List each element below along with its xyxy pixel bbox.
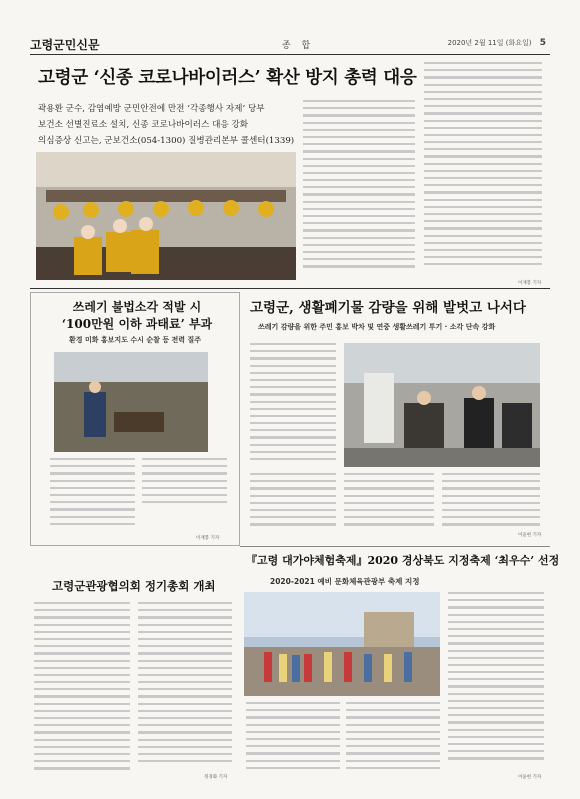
- dateline: [448, 38, 546, 48]
- masthead: 고령군민신문: [30, 38, 100, 52]
- article2-subhead: 환경 미화 홍보지도 수시 순찰 등 전력 질주: [68, 336, 201, 344]
- article3-body-col1: [250, 343, 336, 465]
- article3-subhead: 쓰레기 감량을 위한 주민 홍보 박차 및 연중 생활쓰레기 투기 · 소각 단속 강화: [258, 323, 496, 331]
- article3-body-col3: [344, 473, 434, 531]
- section-label: 종 합: [282, 41, 315, 51]
- article5-headline: 『고령 대가야체험축제』2020 경상북도 지정축제 ‘최우수’ 선정: [246, 554, 560, 567]
- article5-body-col3: [448, 592, 544, 765]
- article5-subhead: 2020-2021 예비 문화체육관광부 축제 지정: [270, 577, 420, 586]
- date: 2020년 2월 11일 (화요일): [447, 39, 532, 47]
- rule-article5: [240, 546, 550, 547]
- article1-body-col1: [303, 100, 415, 278]
- article1-credit: 이재봉 기자: [518, 281, 542, 286]
- article2-body-col1: [50, 458, 135, 530]
- article1-photo: [36, 152, 296, 280]
- article4-body-col1: [34, 602, 130, 775]
- article5-credit: 이윤현 기자: [518, 775, 542, 780]
- article1-subheads: [38, 101, 303, 149]
- article2-body-col2: [142, 458, 227, 508]
- article3-photo: [344, 343, 540, 467]
- article5-body-col2: [346, 702, 440, 774]
- page-number: 5: [539, 38, 546, 48]
- header-rule: [30, 54, 550, 55]
- article3-headline: 고령군, 생활폐기물 감량을 위해 발벗고 나서다: [250, 300, 526, 316]
- article4-headline: 고령군관광협의회 정기총회 개최: [52, 579, 216, 593]
- article1-subhead: 의심증상 신고는, 군보건소(054-1300) 질병관리본부 콜센터(1339): [38, 136, 295, 146]
- article2-headline-line1: 쓰레기 불법소각 적발 시: [72, 300, 202, 314]
- article2-credit: 이재봉 기자: [196, 536, 220, 541]
- article5-body-col1: [246, 702, 340, 774]
- article3-credit: 이윤현 기자: [518, 533, 542, 538]
- section-rule: [30, 288, 550, 289]
- article3-body-col4: [442, 473, 540, 531]
- article3-body-col2: [250, 473, 336, 531]
- article4-credit: 정경화 기자: [204, 775, 228, 780]
- article1-body-col2: [424, 62, 542, 276]
- article1-subhead: 보건소 선별진료소 설치, 신종 코로나바이러스 대응 강화: [38, 120, 249, 130]
- article2-headline-line2: ‘100만원 이하 과태료’ 부과: [61, 317, 213, 331]
- article5-photo: [244, 592, 440, 696]
- article1-headline: 고령군 ‘신종 코로나바이러스’ 확산 방지 총력 대응: [38, 68, 417, 88]
- article2-photo: [54, 352, 208, 452]
- article4-body-col2: [138, 602, 232, 767]
- article1-subhead: 곽용환 군수, 감염예방 군민안전에 만전 ‘각종행사 자제’ 당부: [38, 104, 265, 114]
